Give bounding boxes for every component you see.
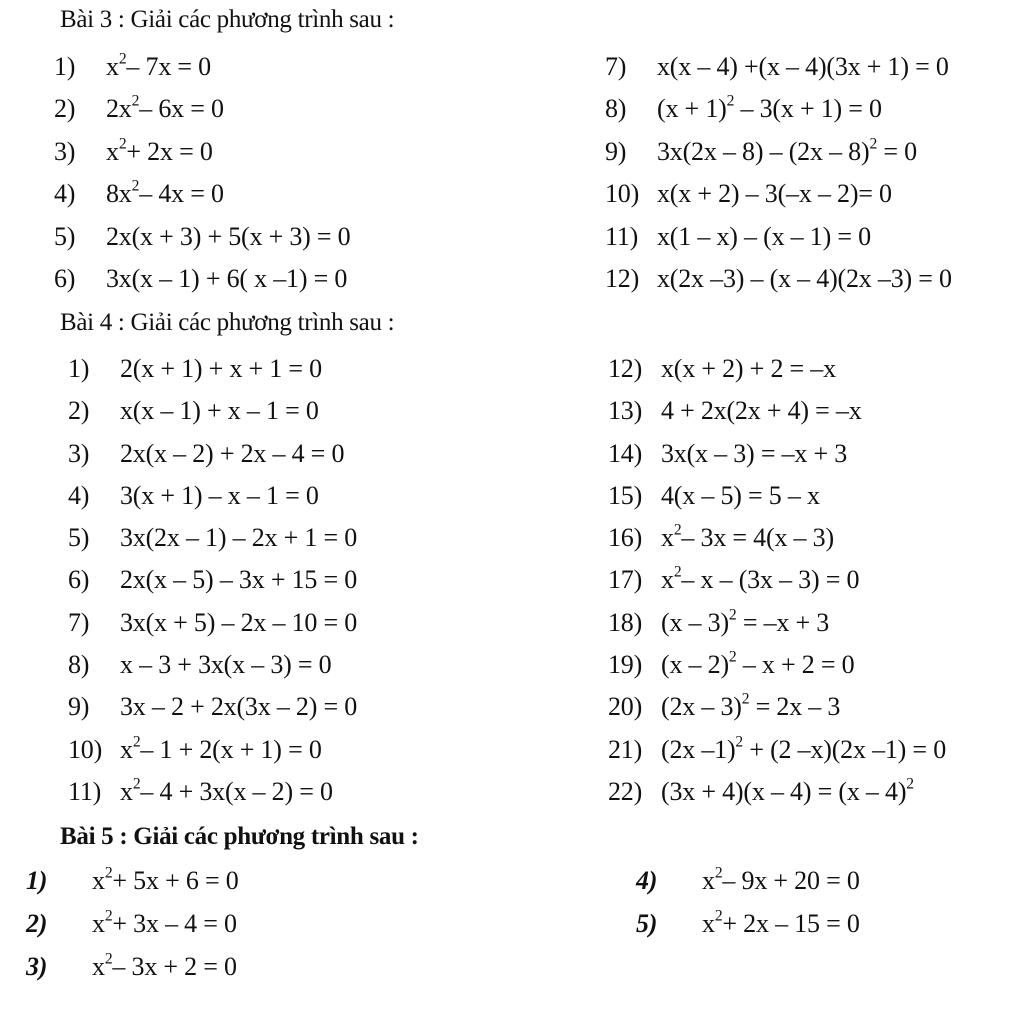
equation-text: 3x – 2 + 2x(3x – 2) = 0	[120, 692, 358, 722]
equation-text: $x^2-$ 3x = 4(x – 3)	[661, 521, 834, 553]
equation-number: 7)	[605, 52, 627, 81]
equation-number: 20)	[608, 692, 643, 722]
bai-4-left-list	[68, 354, 357, 819]
equation-number: 1)	[26, 866, 48, 895]
equation-number: 12)	[608, 354, 643, 383]
equation-number: 14)	[608, 438, 643, 468]
equation-number: 1)	[68, 354, 90, 383]
equation-number: 7)	[68, 607, 90, 637]
equation-number: 8)	[68, 650, 90, 680]
bai-5-left-list	[26, 866, 239, 995]
equation-text: (2x – 3)$^2$ = 2x – 3	[661, 690, 841, 722]
equation-item	[608, 650, 946, 692]
equation-number: 5)	[636, 909, 658, 938]
equation-number: 8)	[605, 94, 627, 124]
equation-number: 9)	[68, 692, 90, 722]
bai-4-heading: Bài 4 : Giải các phương trình sau :	[60, 309, 395, 336]
equation-text: x(x – 1) + x – 1 = 0	[120, 396, 319, 426]
equation-item	[636, 909, 860, 952]
equation-item	[608, 481, 946, 523]
equation-item	[54, 94, 351, 136]
equation-item	[68, 777, 357, 819]
equation-text: $x^2+ 2x = 0$	[106, 135, 213, 166]
equation-number: 3)	[68, 438, 90, 468]
equation-number: 3)	[54, 136, 76, 166]
equation-number: 16)	[608, 523, 643, 553]
equation-text: x(x + 2) – 3(–x – 2)= 0	[657, 179, 892, 209]
equation-text: $x^2-$ x – (3x – 3) = 0	[661, 563, 860, 595]
equation-item	[68, 608, 357, 650]
equation-text: 2x(x + 3) + 5(x + 3) = 0	[106, 221, 351, 251]
equation-number: 15)	[608, 480, 643, 510]
equation-text: $x^2+ 2x - 15 = 0$	[702, 907, 860, 938]
equation-number: 5)	[68, 523, 90, 553]
equation-item	[608, 692, 946, 734]
bai-5-heading: Bài 5 : Giải các phương trình sau :	[60, 823, 419, 850]
equation-text: x(x + 2) + 2 = –x	[661, 354, 836, 383]
equation-item	[605, 137, 952, 179]
equation-item	[68, 692, 357, 734]
equation-number: 9)	[605, 136, 627, 166]
bai-4-right-list	[608, 354, 946, 819]
equation-item	[68, 396, 357, 438]
equation-text: 4 + 2x(2x + 4) = –x	[661, 396, 862, 426]
equation-item	[605, 52, 952, 94]
equation-number: 3)	[26, 952, 48, 981]
equation-text: $x^2-$ 3x + 2 = 0	[92, 950, 237, 981]
equation-item	[636, 866, 860, 909]
equation-item	[608, 608, 946, 650]
equation-text: $x^2-$ 9x + 20 = 0	[702, 864, 860, 895]
equation-text: 3(x + 1) – x – 1 = 0	[120, 480, 319, 510]
equation-text: (x – 2)$^2$ – x + 2 = 0	[661, 648, 855, 680]
equation-item	[608, 396, 946, 438]
equation-text: $x^2-$ 1 + 2(x + 1) = 0	[120, 732, 322, 764]
equation-text: $8x^2-$ 4x = 0	[106, 177, 224, 209]
equation-text: 4(x – 5) = 5 – x	[661, 480, 820, 510]
equation-text: 3x(x – 3) = –x + 3	[661, 438, 848, 468]
equation-number: 11)	[605, 221, 639, 251]
equation-item	[54, 264, 351, 306]
equation-item	[608, 523, 946, 565]
equation-text: x(1 – x) – (x – 1) = 0	[657, 221, 871, 251]
equation-item	[54, 222, 351, 264]
equation-item	[26, 866, 239, 909]
equation-text: $x^2+ 5x + 6 = 0$	[92, 864, 239, 895]
equation-text: 2x(x – 2) + 2x – 4 = 0	[120, 438, 345, 468]
equation-item	[608, 777, 946, 819]
equation-item	[68, 565, 357, 607]
equation-number: 6)	[68, 565, 90, 595]
equation-item	[26, 909, 239, 952]
equation-item	[605, 94, 952, 136]
equation-text: (x – 3)$^2$ = –x + 3	[661, 606, 830, 637]
equation-item	[608, 565, 946, 607]
equation-text: 2x(x – 5) – 3x + 15 = 0	[120, 565, 358, 595]
equation-text: $x^2-$ 4 + 3x(x – 2) = 0	[120, 775, 333, 806]
equation-item	[68, 354, 357, 396]
equation-number: 10)	[68, 734, 103, 764]
equation-text: 2(x + 1) + x + 1 = 0	[120, 354, 322, 383]
equation-number: 18)	[608, 607, 643, 637]
equation-item	[68, 650, 357, 692]
equation-number: 21)	[608, 734, 643, 764]
equation-text: 3x(x – 1) + 6( x –1) = 0	[106, 263, 348, 293]
equation-item	[68, 439, 357, 481]
equation-number: 4)	[54, 179, 76, 209]
equation-item	[54, 179, 351, 221]
bai-3-right-list	[605, 52, 952, 306]
equation-text: (3x + 4)(x – 4) = (x – 4)$^2$	[661, 775, 914, 806]
equation-item	[608, 732, 946, 777]
equation-item	[608, 439, 946, 481]
equation-text: $x^2-$ 7x = 0	[106, 50, 211, 81]
equation-number: 10)	[605, 179, 640, 209]
equation-number: 22)	[608, 776, 643, 806]
equation-item	[68, 523, 357, 565]
equation-item	[68, 481, 357, 523]
equation-item	[54, 52, 351, 94]
bai-3-left-list	[54, 52, 351, 306]
equation-number: 5)	[54, 221, 76, 251]
equation-text: x(x – 4) +(x – 4)(3x + 1) = 0	[657, 52, 949, 81]
equation-number: 6)	[54, 263, 76, 293]
equation-number: 2)	[26, 909, 48, 938]
equation-item	[605, 222, 952, 264]
equation-item	[608, 354, 946, 396]
equation-text: $(x + 1)^2 - 3(x + 1) = 0$	[657, 92, 882, 124]
equation-number: 12)	[605, 263, 640, 293]
equation-text: (2x –1)$^2$ + (2 –x)(2x –1) = 0	[661, 732, 946, 764]
equation-item	[68, 732, 357, 777]
equation-text: 3x(2x – 1) – 2x + 1 = 0	[120, 523, 358, 553]
equation-text: x – 3 + 3x(x – 3) = 0	[120, 650, 332, 680]
equation-number: 11)	[68, 776, 102, 806]
equation-number: 2)	[54, 94, 76, 124]
equation-number: 1)	[54, 52, 76, 81]
equation-item	[26, 952, 239, 995]
bai-5-right-list	[636, 866, 860, 952]
equation-number: 19)	[608, 650, 643, 680]
equation-number: 4)	[68, 480, 90, 510]
equation-item	[54, 137, 351, 179]
equation-text: $2x^2-$ 6x = 0	[106, 92, 224, 124]
equation-number: 17)	[608, 565, 643, 595]
equation-number: 13)	[608, 396, 643, 426]
bai-3-heading: Bài 3 : Giải các phương trình sau :	[60, 6, 395, 33]
equation-text: $x^2+ 3x - 4 = 0$	[92, 907, 237, 938]
equation-text: 3x(2x – 8) – (2x – 8)$^2$ = 0	[657, 135, 917, 166]
equation-text: 3x(x + 5) – 2x – 10 = 0	[120, 607, 358, 637]
equation-item	[605, 264, 952, 306]
equation-item	[605, 179, 952, 221]
equation-text: x(2x –3) – (x – 4)(2x –3) = 0	[657, 263, 952, 293]
equation-number: 4)	[636, 866, 658, 895]
equation-number: 2)	[68, 396, 90, 426]
